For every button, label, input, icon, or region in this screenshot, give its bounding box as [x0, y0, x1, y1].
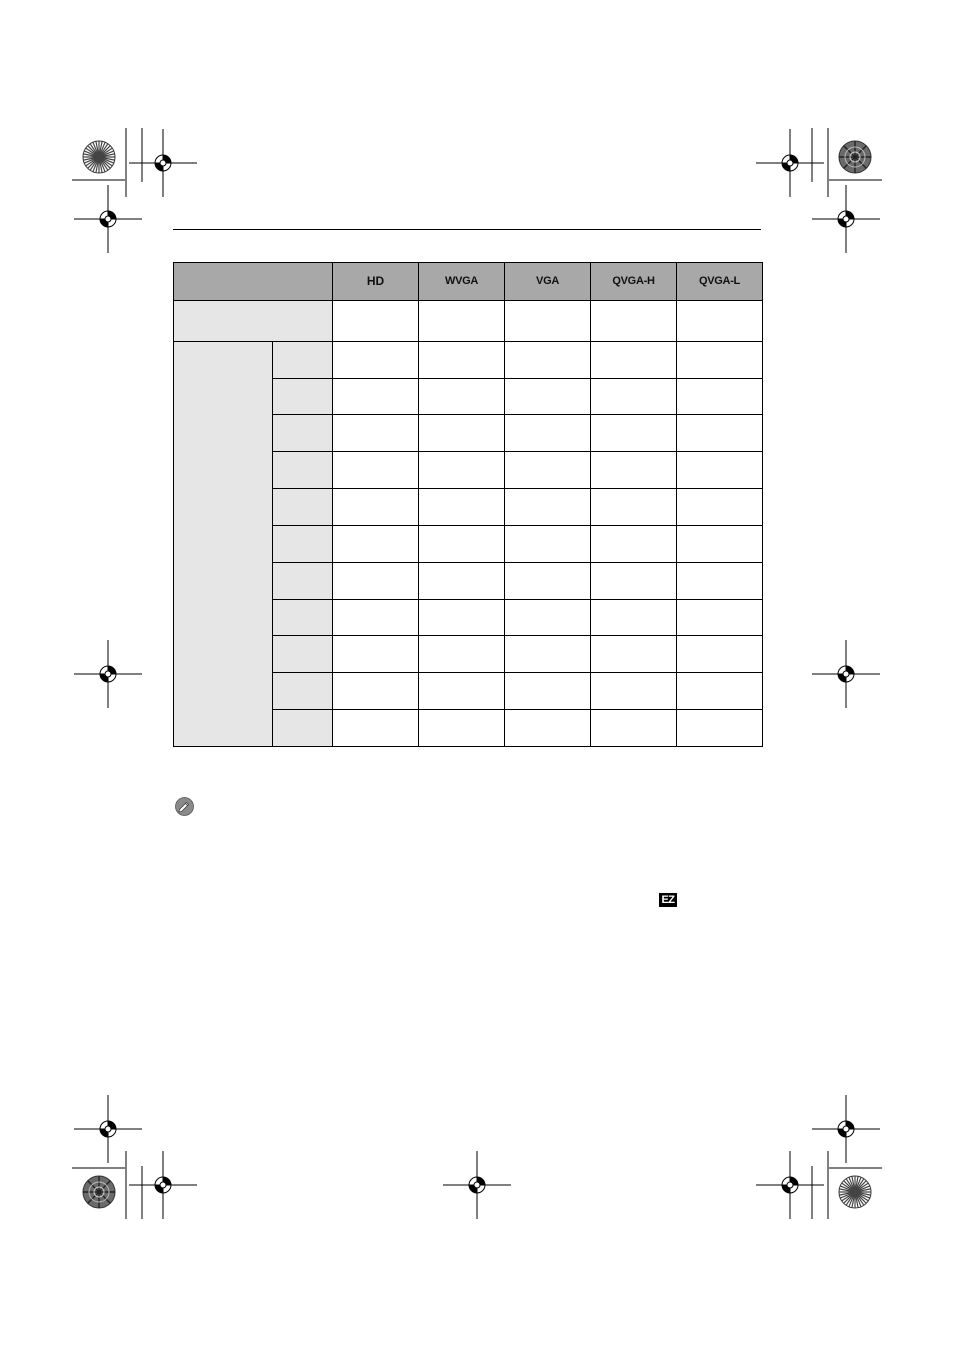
table-cell [591, 341, 677, 378]
table-cell [333, 489, 419, 526]
sub-label-cell [273, 341, 333, 378]
column-header-qvga-h: QVGA-H [591, 263, 677, 301]
sub-label-cell [273, 562, 333, 599]
table-cell [677, 300, 763, 341]
group-label-cell [174, 341, 273, 746]
table-cell [677, 415, 763, 452]
sub-label-cell [273, 489, 333, 526]
table-cell [505, 636, 591, 673]
table-cell [505, 415, 591, 452]
table-cell [419, 599, 505, 636]
table-cell [677, 452, 763, 489]
table-cell [591, 673, 677, 710]
sub-label-cell [273, 452, 333, 489]
table-cell [419, 378, 505, 415]
table-cell [333, 599, 419, 636]
recording-quality-table [173, 262, 763, 747]
table-cell [419, 452, 505, 489]
sub-label-cell [273, 599, 333, 636]
table-cell [505, 341, 591, 378]
table-cell [333, 452, 419, 489]
table-cell [419, 489, 505, 526]
table-cell [333, 562, 419, 599]
table-cell [677, 599, 763, 636]
header-corner-cell [174, 263, 333, 301]
table-cell [333, 415, 419, 452]
table-cell [677, 341, 763, 378]
table-cell [419, 341, 505, 378]
table-cell [505, 673, 591, 710]
column-header-hd: HD [333, 263, 419, 301]
table-cell [505, 710, 591, 747]
note-pencil-icon [175, 797, 194, 816]
row-label-cell [174, 300, 333, 341]
table-cell [505, 525, 591, 562]
table-cell [333, 673, 419, 710]
sub-label-cell [273, 415, 333, 452]
column-header-qvga-l: QVGA-L [677, 263, 763, 301]
table-cell [419, 562, 505, 599]
table-cell [677, 636, 763, 673]
table-cell [505, 562, 591, 599]
table-cell [677, 489, 763, 526]
table-row [174, 341, 763, 378]
table-cell [591, 710, 677, 747]
table-cell [591, 489, 677, 526]
table-cell [591, 300, 677, 341]
table-cell [505, 378, 591, 415]
table-cell [591, 415, 677, 452]
sub-label-cell [273, 525, 333, 562]
table-cell [677, 710, 763, 747]
table-cell [333, 636, 419, 673]
sub-label-cell [273, 636, 333, 673]
sub-label-cell [273, 673, 333, 710]
column-header-vga: VGA [505, 263, 591, 301]
table-cell [333, 300, 419, 341]
table-cell [419, 525, 505, 562]
table-cell [505, 300, 591, 341]
table-cell [419, 415, 505, 452]
header-rule [173, 229, 761, 230]
table-cell [677, 525, 763, 562]
column-header-wvga: WVGA [419, 263, 505, 301]
table-cell [591, 562, 677, 599]
table-cell [591, 599, 677, 636]
table-row [174, 300, 763, 341]
table-cell [505, 452, 591, 489]
table-cell [591, 378, 677, 415]
table-cell [591, 525, 677, 562]
sub-label-cell [273, 378, 333, 415]
ez-badge-icon: EZ [659, 893, 677, 907]
table-cell [419, 300, 505, 341]
table-cell [505, 489, 591, 526]
table-cell [419, 710, 505, 747]
table-cell [505, 599, 591, 636]
table-cell [333, 710, 419, 747]
table-cell [333, 341, 419, 378]
table-cell [419, 673, 505, 710]
table-cell [591, 636, 677, 673]
table-cell [333, 525, 419, 562]
table-cell [591, 452, 677, 489]
table-cell [677, 673, 763, 710]
table-cell [333, 378, 419, 415]
sub-label-cell [273, 710, 333, 747]
table-cell [677, 378, 763, 415]
table-header-row [174, 263, 763, 301]
table-cell [677, 562, 763, 599]
table-cell [419, 636, 505, 673]
